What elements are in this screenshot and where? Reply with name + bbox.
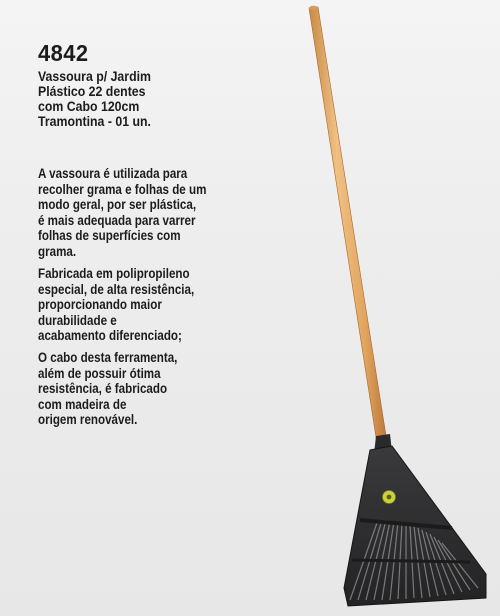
- description-line: proporcionando maior: [38, 297, 162, 312]
- description-line: O cabo desta ferramenta,: [38, 350, 178, 365]
- description-line: modo geral, por ser plástica,: [38, 197, 197, 212]
- wooden-handle: [309, 7, 388, 450]
- product-name-line: Tramontina - 01 un.: [38, 113, 151, 129]
- product-name-line: Plástico 22 dentes: [38, 83, 146, 99]
- description-line: é mais adequada para varrer: [38, 212, 196, 228]
- description-line: Fabricada em polipropileno: [38, 266, 190, 281]
- product-code: 4842: [38, 40, 89, 66]
- product-name-line: Vassoura p/ Jardim: [38, 68, 151, 84]
- description-line: especial, de alta resistência,: [38, 281, 195, 297]
- product-name-line: com Cabo 120cm: [38, 98, 140, 114]
- handle-tip: [309, 6, 318, 10]
- description-line: além de possuir ótima: [38, 365, 161, 381]
- description-line: folhas de superfícies com: [38, 228, 181, 243]
- description-line: origem renovável.: [38, 412, 138, 427]
- description-line: resistência, é fabricado: [38, 381, 168, 396]
- description-line: durabilidade e: [38, 312, 117, 328]
- description-line: A vassoura é utilizada para: [38, 166, 188, 181]
- description-line: recolher grama e folhas de um: [38, 181, 207, 197]
- description-line: acabamento diferenciado;: [38, 328, 182, 343]
- description-line: com madeira de: [38, 396, 127, 412]
- description-line: grama.: [38, 243, 77, 259]
- rake-crossbar: [352, 560, 470, 562]
